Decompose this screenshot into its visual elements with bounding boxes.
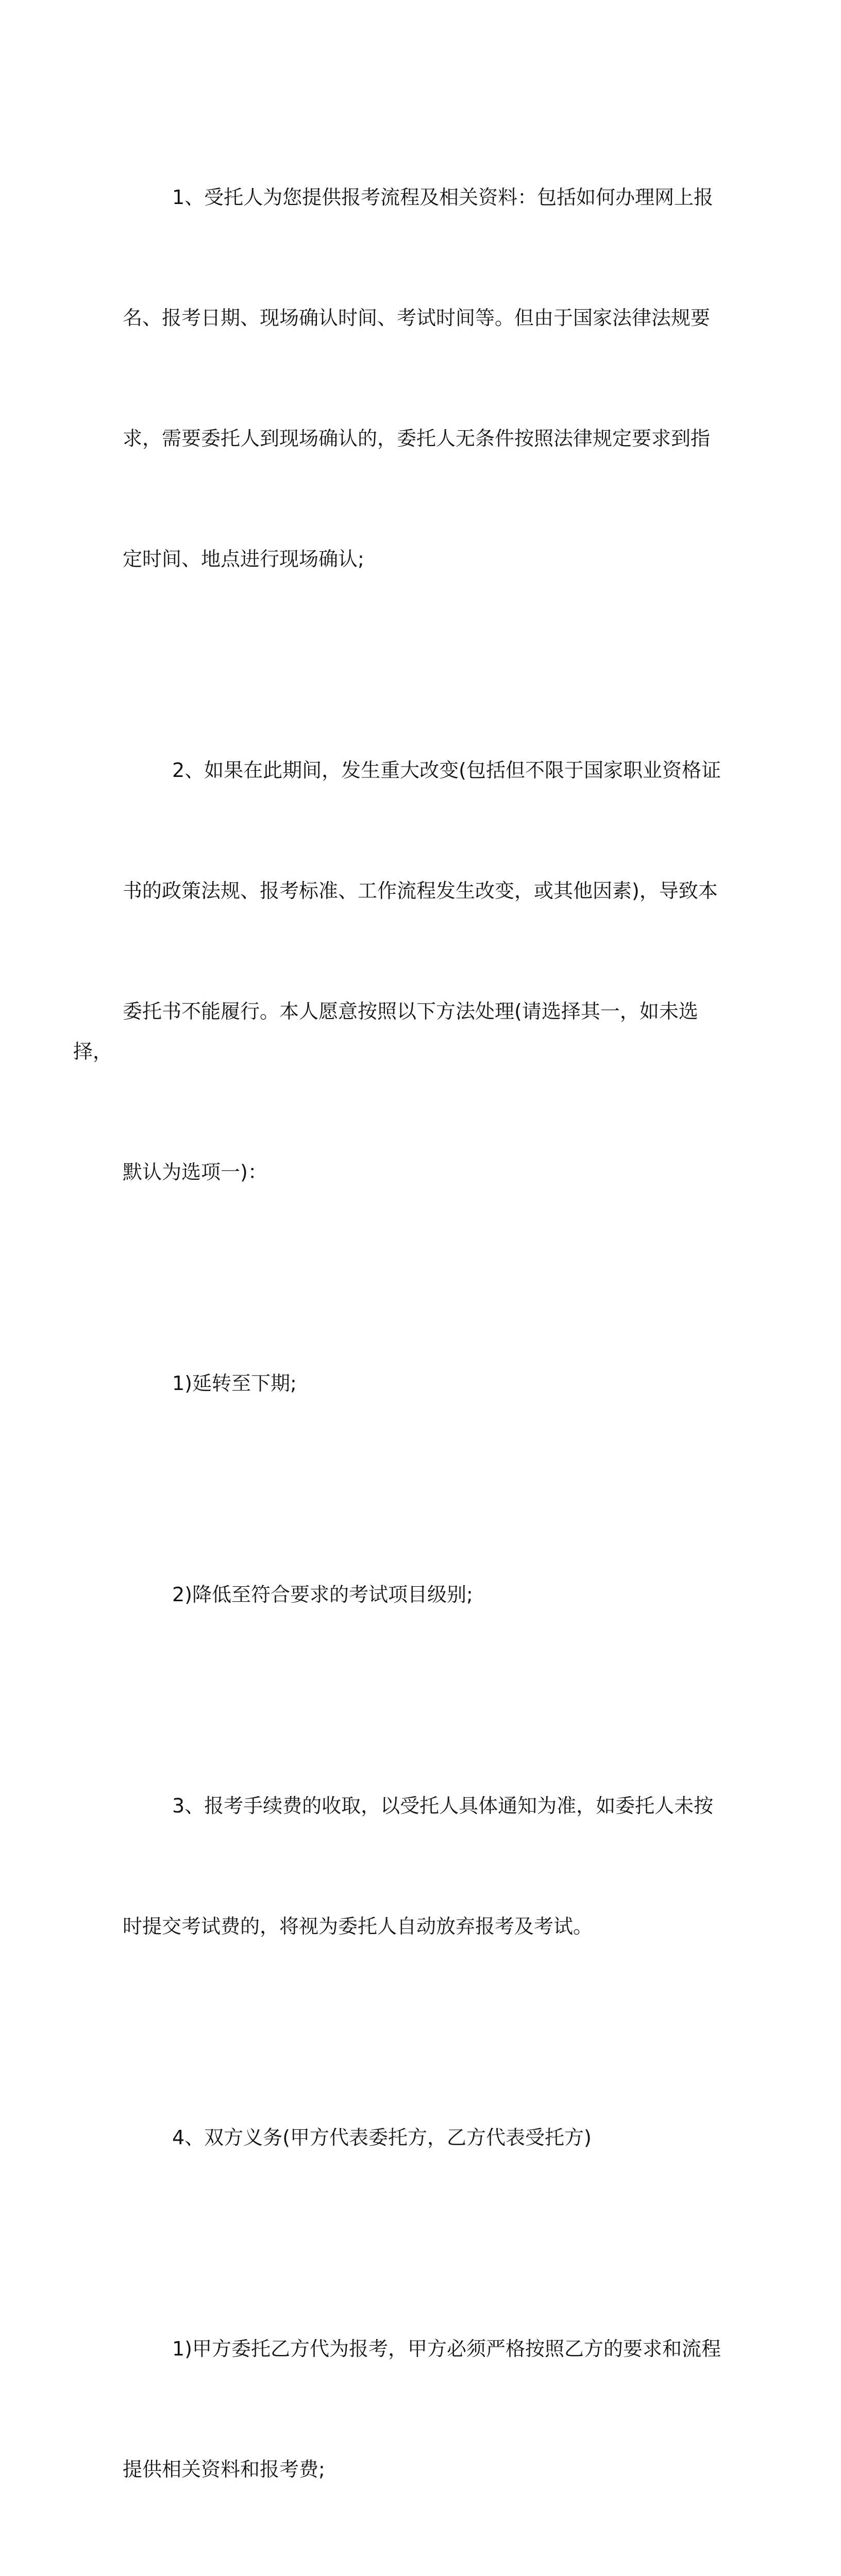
- clause-4-paragraph: [123, 2037, 728, 2238]
- clause-2-line-3: 委托书不能履行。本人愿意按照以下方法处理(请选择其一，如未选择，: [73, 1000, 698, 1063]
- clause-3-line-1: 3、报考手续费的收取，以受托人具体通知为准，如委托人未按: [172, 1794, 714, 1817]
- clause-3-paragraph: [123, 1705, 728, 2027]
- clause-1-line-1: 1、受托人为您提供报考流程及相关资料：包括如何办理网上报: [172, 186, 714, 209]
- clause-2-line-2: 书的政策法规、报考标准、工作流程发生改变，或其他因素)，导致本: [123, 879, 718, 902]
- clause-4-line-1: 4、双方义务(甲方代表委托方，乙方代表受托方): [172, 2126, 592, 2149]
- duty-1-paragraph: [123, 2248, 728, 2570]
- option-1-line-1: 1)延转至下期;: [172, 1372, 297, 1395]
- clause-3-line-2: 时提交考试费的，将视为委托人自动放弃报考及考试。: [123, 1915, 593, 1938]
- duty-1-line-2: 提供相关资料和报考费;: [123, 2458, 325, 2481]
- clause-2-line-1: 2、如果在此期间，发生重大改变(包括但不限于国家职业资格证: [172, 759, 721, 782]
- option-1-paragraph: [123, 1283, 728, 1484]
- document-body: [73, 97, 728, 2576]
- clause-1-line-4: 定时间、地点进行现场确认;: [123, 548, 364, 570]
- clause-1-line-3: 求，需要委托人到现场确认的，委托人无条件按照法律规定要求到指: [123, 427, 711, 450]
- clause-2-line-4: 默认为选项一)：: [123, 1161, 267, 1183]
- clause-1-line-2: 名、报考日期、现场确认时间、考试时间等。但由于国家法律法规要: [123, 307, 711, 329]
- duty-1-line-1: 1)甲方委托乙方代为报考，甲方必须严格按照乙方的要求和流程: [172, 2337, 721, 2360]
- clause-1-paragraph: [123, 97, 728, 659]
- option-2-paragraph: [123, 1494, 728, 1695]
- clause-2-paragraph: [73, 670, 728, 1273]
- option-2-line-1: 2)降低至符合要求的考试项目级别;: [172, 1583, 473, 1606]
